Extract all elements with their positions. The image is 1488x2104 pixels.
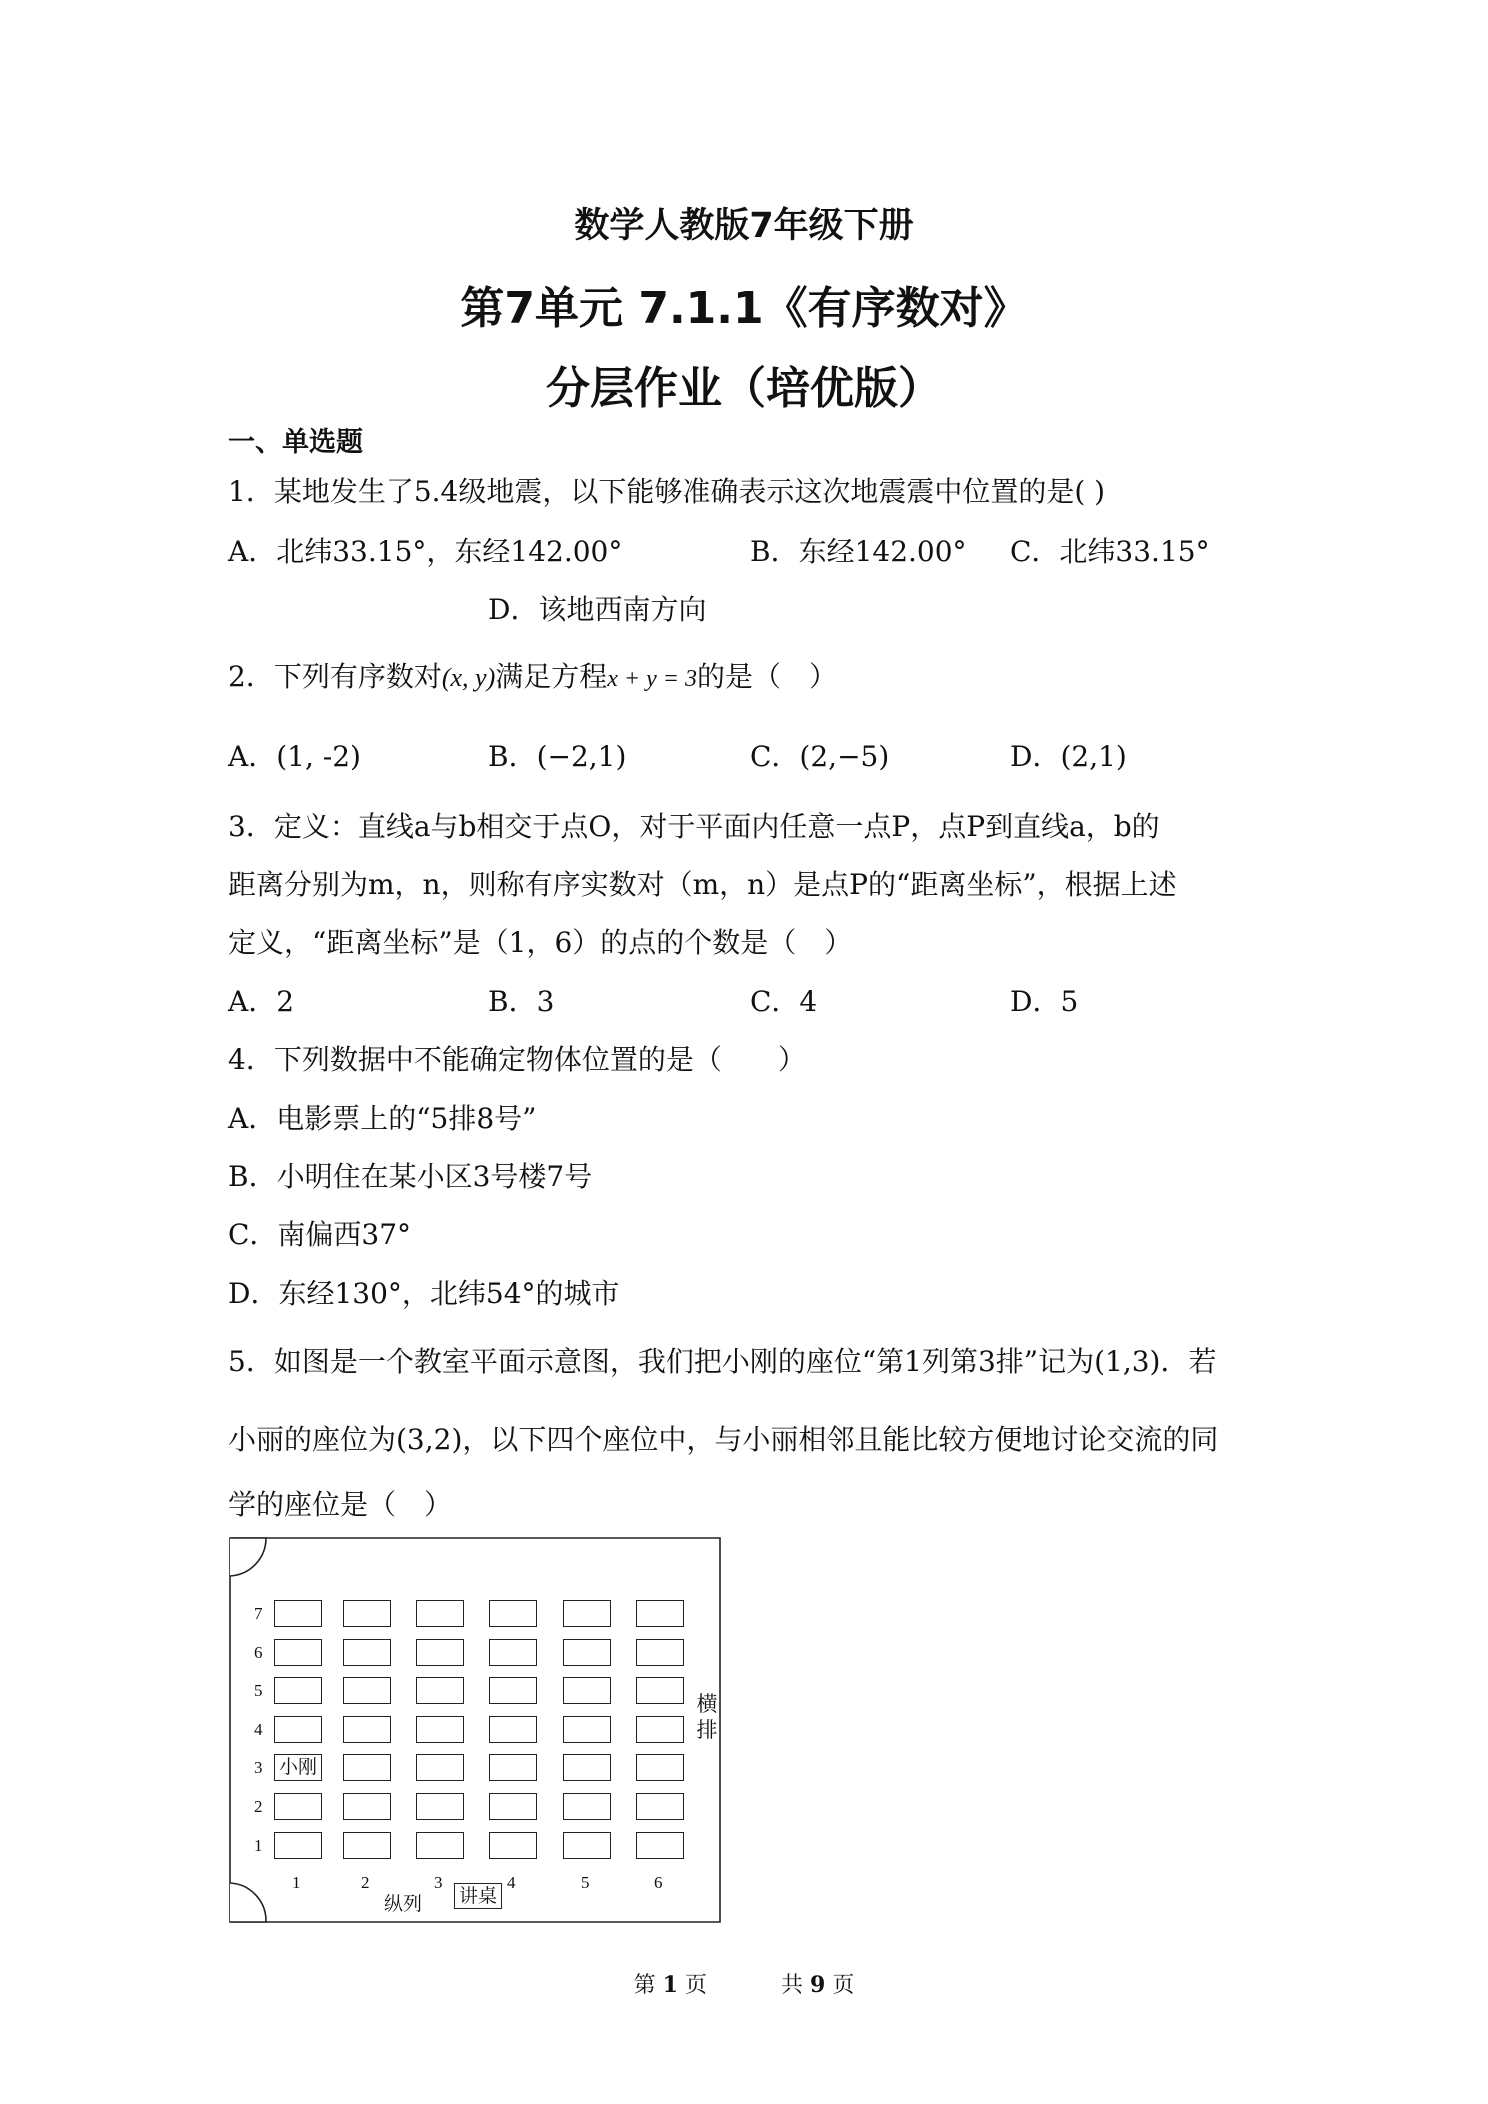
section-heading: 一、单选题 bbox=[228, 427, 363, 458]
seat bbox=[563, 1754, 611, 1781]
seat bbox=[274, 1639, 322, 1666]
column-label: 4 bbox=[507, 1873, 516, 1892]
seat bbox=[416, 1716, 464, 1743]
seat-xiaogang: 小刚 bbox=[274, 1754, 322, 1781]
question-2-option-d: D．(2,1) bbox=[1010, 740, 1127, 773]
question-3-option-d: D．5 bbox=[1010, 985, 1079, 1018]
total-pages: 9 bbox=[810, 1972, 826, 1998]
row-label: 4 bbox=[254, 1719, 263, 1739]
question-2-stem-pre: 2．下列有序数对 bbox=[228, 660, 442, 693]
seat bbox=[343, 1716, 391, 1743]
footer-prefix: 第 bbox=[633, 1973, 656, 1998]
column-label: 2 bbox=[361, 1873, 370, 1892]
question-4-option-d: D．东经130°，北纬54°的城市 bbox=[228, 1277, 620, 1310]
row-label: 3 bbox=[254, 1758, 263, 1778]
question-3-option-c: C．4 bbox=[750, 985, 818, 1018]
footer-total-prefix: 共 bbox=[781, 1973, 804, 1998]
question-2-option-b: B．(−2,1) bbox=[488, 740, 627, 773]
seat bbox=[636, 1832, 684, 1859]
question-2-pair: (x, y) bbox=[441, 663, 496, 692]
classroom-seating-diagram bbox=[228, 1537, 722, 1925]
column-axis-label: 纵列 bbox=[384, 1893, 423, 1915]
question-3-line-2: 距离分别为m，n，则称有序实数对（m，n）是点P的“距离坐标”，根据上述 bbox=[228, 868, 1177, 901]
seat bbox=[563, 1600, 611, 1627]
footer-suffix: 页 bbox=[832, 1973, 855, 1998]
question-2-stem-mid: 满足方程 bbox=[495, 660, 608, 693]
seat bbox=[563, 1793, 611, 1820]
seat bbox=[489, 1832, 537, 1859]
question-1-stem: 1．某地发生了5.4级地震，以下能够准确表示这次地震震中位置的是( ) bbox=[228, 475, 1106, 508]
seat bbox=[489, 1754, 537, 1781]
row-label: 7 bbox=[254, 1604, 263, 1623]
question-1-option-b: B．东经142.00° bbox=[750, 535, 967, 568]
question-3-option-a: A．2 bbox=[228, 985, 295, 1018]
seat bbox=[274, 1677, 322, 1704]
seat bbox=[416, 1639, 464, 1666]
seat bbox=[489, 1716, 537, 1743]
seat bbox=[489, 1677, 537, 1704]
seat bbox=[343, 1600, 391, 1627]
seat bbox=[563, 1832, 611, 1859]
seat bbox=[343, 1677, 391, 1704]
column-label: 3 bbox=[434, 1873, 443, 1892]
seat bbox=[489, 1639, 537, 1666]
question-1-option-d: D．该地西南方向 bbox=[488, 593, 707, 626]
seat bbox=[489, 1793, 537, 1820]
seat bbox=[636, 1639, 684, 1666]
question-2-equation: x + y = 3 bbox=[607, 666, 697, 692]
seat bbox=[274, 1793, 322, 1820]
row-label: 6 bbox=[254, 1642, 263, 1662]
question-5-line-3: 学的座位是（ ） bbox=[228, 1488, 453, 1521]
question-3-option-b: B．3 bbox=[488, 985, 555, 1018]
question-1-option-a: A．北纬33.15°，东经142.00° bbox=[228, 535, 623, 568]
side-label-pai: 排 bbox=[696, 1718, 718, 1742]
question-2-option-c: C．(2,−5) bbox=[750, 740, 890, 773]
question-1-option-c: C．北纬33.15° bbox=[1010, 535, 1210, 568]
seat bbox=[563, 1677, 611, 1704]
row-label: 5 bbox=[254, 1681, 263, 1701]
seat bbox=[563, 1639, 611, 1666]
question-2-stem-post: 的是（ ） bbox=[696, 660, 837, 693]
column-label: 6 bbox=[654, 1873, 663, 1892]
row-label: 2 bbox=[254, 1797, 263, 1816]
seat bbox=[636, 1793, 684, 1820]
seat bbox=[416, 1600, 464, 1627]
seat bbox=[636, 1600, 684, 1627]
subtitle: 分层作业（培优版） bbox=[546, 363, 942, 414]
unit-title: 第7单元 7.1.1《有序数对》 bbox=[460, 283, 1028, 334]
question-3-line-1: 3．定义：直线a与b相交于点O，对于平面内任意一点P，点P到直线a，b的 bbox=[228, 810, 1160, 843]
column-label: 1 bbox=[292, 1873, 301, 1892]
seat bbox=[563, 1716, 611, 1743]
footer-page-word: 页 bbox=[684, 1973, 707, 1998]
seat bbox=[416, 1793, 464, 1820]
page-number: 1 bbox=[662, 1972, 678, 1998]
page-footer bbox=[0, 1968, 1488, 1999]
seat bbox=[343, 1832, 391, 1859]
question-5-line-2: 小丽的座位为(3,2)，以下四个座位中，与小丽相邻且能比较方便地讨论交流的同 bbox=[228, 1423, 1219, 1456]
seat bbox=[636, 1716, 684, 1743]
question-4-option-a: A．电影票上的“5排8号” bbox=[228, 1102, 537, 1135]
seat bbox=[343, 1639, 391, 1666]
side-label-heng: 横 bbox=[696, 1692, 718, 1716]
page-title: 数学人教版7年级下册 bbox=[574, 206, 914, 246]
seat bbox=[416, 1677, 464, 1704]
seat bbox=[274, 1716, 322, 1743]
seat bbox=[636, 1754, 684, 1781]
seat bbox=[274, 1832, 322, 1859]
seat bbox=[343, 1793, 391, 1820]
seat bbox=[416, 1832, 464, 1859]
question-2-option-a: A．(1, -2) bbox=[228, 740, 361, 773]
seat bbox=[489, 1600, 537, 1627]
question-4-stem: 4．下列数据中不能确定物体位置的是（ ） bbox=[228, 1043, 806, 1076]
seat bbox=[416, 1754, 464, 1781]
seat bbox=[274, 1600, 322, 1627]
question-2-stem bbox=[228, 655, 837, 695]
question-3-line-3: 定义，“距离坐标”是（1，6）的点的个数是（ ） bbox=[228, 926, 853, 959]
column-label: 5 bbox=[581, 1873, 590, 1892]
question-5-line-1: 5．如图是一个教室平面示意图，我们把小刚的座位“第1列第3排”记为(1,3)．若 bbox=[228, 1345, 1217, 1378]
question-4-option-b: B．小明住在某小区3号楼7号 bbox=[228, 1160, 593, 1193]
row-label: 1 bbox=[254, 1835, 263, 1855]
seat bbox=[636, 1677, 684, 1704]
teacher-desk: 讲桌 bbox=[454, 1883, 502, 1909]
question-4-option-c: C．南偏西37° bbox=[228, 1218, 412, 1251]
seat bbox=[343, 1754, 391, 1781]
